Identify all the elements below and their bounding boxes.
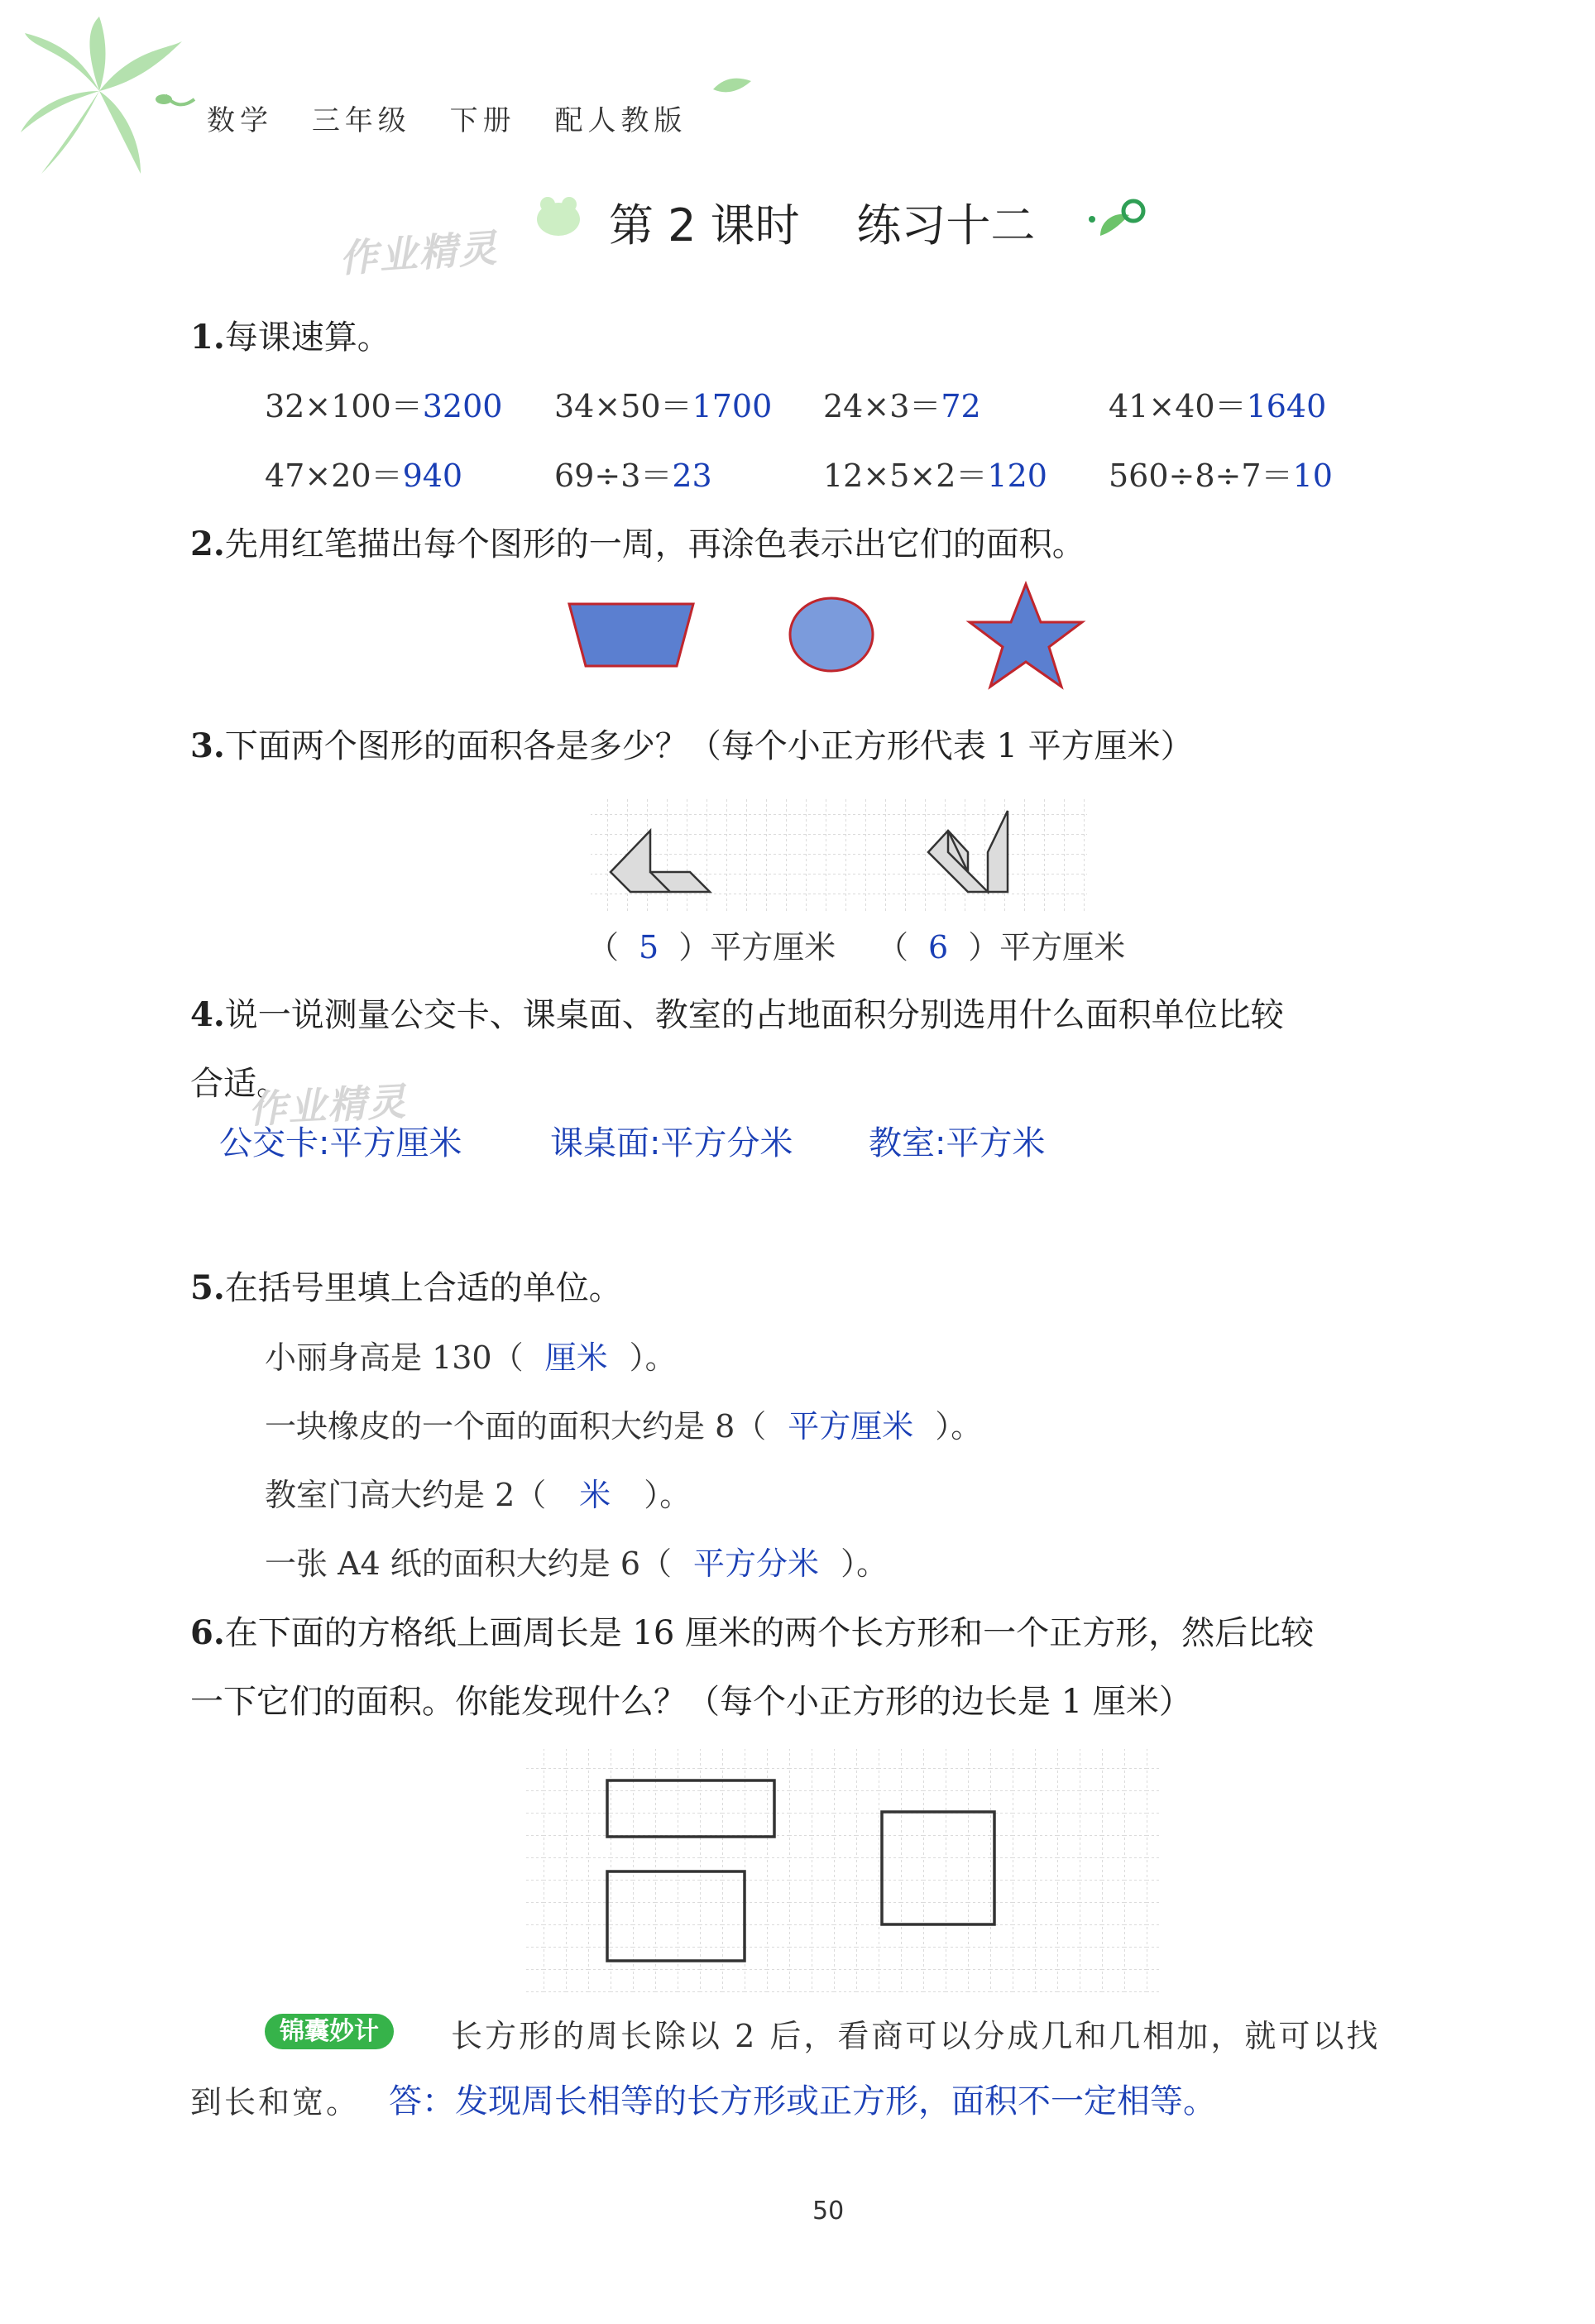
leaf-icon [711, 73, 753, 98]
q3-answer-1: （ 5 ）平方厘米 [587, 929, 836, 966]
calc-item: 24×3＝72 [823, 388, 981, 424]
tip-text: 长方形的周长除以 2 后，看商可以分成几和几相加，就可以找 [451, 2018, 1381, 2054]
q5-row: 一块橡皮的一个面的面积大约是 8（ 平方厘米 ）。 [265, 1408, 983, 1445]
book-header [207, 98, 687, 138]
question-3 [190, 720, 1194, 767]
frog-icon [529, 186, 587, 244]
question-4-line2: 合适。 [190, 1065, 290, 1103]
tip-badge: 锦囊妙计 [265, 2010, 394, 2047]
header-subject: 数学 [207, 104, 273, 137]
question-6-line2: 一下它们的面积。你能发现什么？（每个小正方形的边长是 1 厘米） [190, 1683, 1192, 1721]
q6-text: 在下面的方格纸上画周长是 16 厘米的两个长方形和一个正方形，然后比较 [224, 1614, 1315, 1652]
q4-text: 说一说测量公交卡、课桌面、教室的占地面积分别选用什么面积单位比较 [224, 996, 1284, 1034]
lesson-name: 练习十二 [856, 199, 1036, 252]
question-2 [190, 518, 1085, 565]
watermark: 作业精灵 [247, 1079, 409, 1132]
watermark: 作业精灵 [338, 225, 500, 281]
q3-answer-2: （ 6 ）平方厘米 [877, 929, 1126, 966]
q2-text: 先用红笔描出每个图形的一周，再涂色表示出它们的面积。 [224, 525, 1085, 563]
q2-shapes [563, 579, 1109, 695]
q1-text: 每课速算。 [224, 319, 390, 357]
calc-item: 41×40＝1640 [1109, 388, 1327, 424]
q4-answer-card: 公交卡:平方厘米 [219, 1124, 462, 1162]
q6-grid [521, 1746, 1166, 1998]
sprout-icon [1084, 194, 1150, 244]
q3-grid [587, 794, 1092, 918]
q3-text: 下面两个图形的面积各是多少？（每个小正方形代表 1 平方厘米） [224, 727, 1194, 765]
q4-answer-classroom: 教室:平方米 [869, 1124, 1046, 1162]
calc-item: 69÷3＝23 [554, 458, 712, 494]
q3-number: 3. [190, 726, 225, 765]
q2-number: 2. [190, 525, 225, 563]
q5-row: 小丽身高是 130（ 厘米 ）。 [265, 1339, 677, 1376]
header-grade: 三年级 [311, 104, 411, 137]
q1-number: 1. [190, 318, 225, 357]
trapezoid-shape [569, 604, 693, 666]
q4-answer-desk: 课桌面:平方分米 [550, 1124, 793, 1162]
q5-text: 在括号里填上合适的单位。 [224, 1269, 622, 1307]
q5-row: 一张 A4 纸的面积大约是 6（ 平方分米 ）。 [265, 1545, 889, 1582]
star-shape [970, 584, 1082, 687]
question-1 [190, 311, 390, 358]
calc-item: 47×20＝940 [265, 458, 463, 494]
header-volume: 下册 [449, 104, 516, 137]
page-number: 50 [812, 2197, 845, 2226]
calc-item: 34×50＝1700 [554, 388, 773, 424]
palm-leaf-icon [17, 17, 207, 182]
question-4 [190, 989, 1284, 1036]
calc-item: 32×100＝3200 [265, 388, 503, 424]
lesson-title [609, 190, 1035, 254]
q5-row: 教室门高大约是 2（ 米 ）。 [265, 1477, 692, 1513]
q5-number: 5. [190, 1268, 225, 1307]
q4-number: 4. [190, 995, 225, 1034]
calc-item: 12×5×2＝120 [823, 458, 1047, 494]
calc-item: 560÷8÷7＝10 [1109, 458, 1333, 494]
q6-number: 6. [190, 1613, 225, 1652]
header-edition: 配人教版 [554, 104, 687, 137]
lesson-number: 第 2 课时 [609, 199, 800, 252]
tip-text-line2: 到长和宽。 [190, 2084, 361, 2120]
question-6 [190, 1607, 1314, 1654]
question-5 [190, 1262, 622, 1309]
q6-answer: 答：发现周长相等的长方形或正方形，面积不一定相等。 [389, 2082, 1216, 2120]
circle-shape [790, 598, 873, 671]
